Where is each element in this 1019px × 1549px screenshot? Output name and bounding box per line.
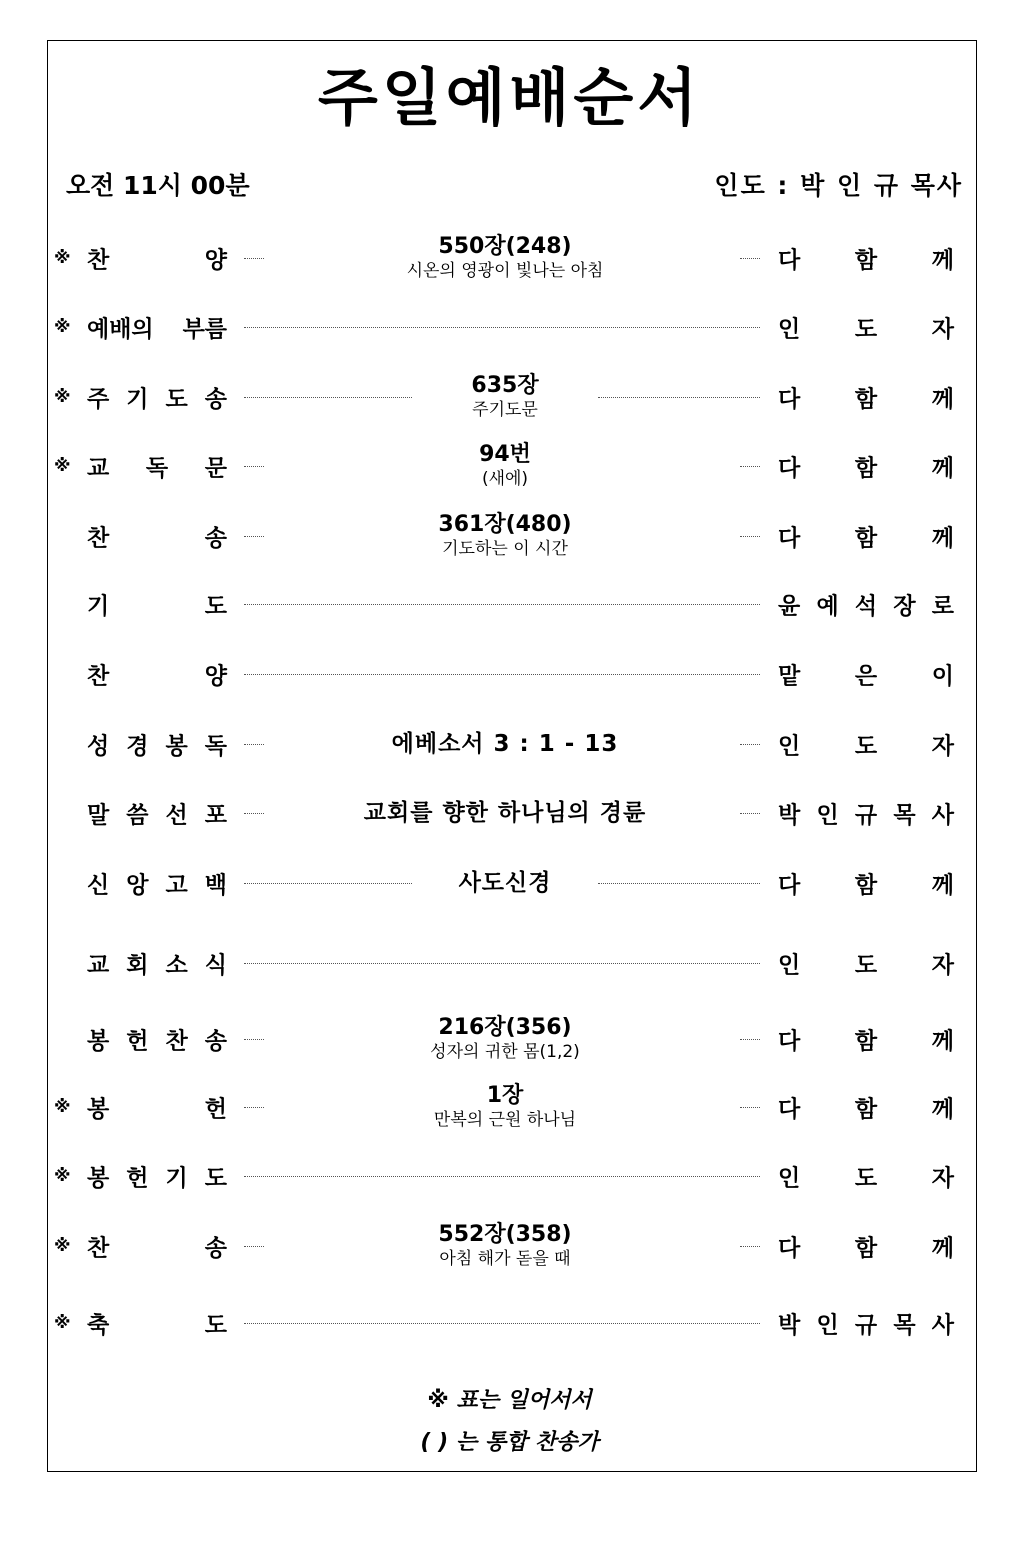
detail-main: 635장 [471, 373, 539, 398]
order-item-person: 다 함 께 [778, 525, 954, 552]
detail-sub: 시온의 영광이 빛나는 아침 [406, 261, 604, 281]
standing-mark: ※ [54, 1097, 71, 1117]
order-row [0, 1146, 1019, 1206]
dotted-leader [740, 744, 760, 745]
dotted-leader [740, 1107, 760, 1108]
dotted-leader [244, 883, 412, 884]
order-item-label: 성 경 봉 독 [87, 733, 227, 760]
order-item-label: 봉 헌 찬 송 [87, 1028, 227, 1055]
order-item-person: 다 함 께 [778, 386, 954, 413]
dotted-leader [598, 883, 760, 884]
order-row [0, 1009, 1019, 1069]
order-item-person: 다 함 께 [778, 1096, 954, 1123]
order-item-detail [280, 442, 730, 490]
order-item-label: 찬 송 [87, 1235, 227, 1262]
order-item-label: 신 앙 고 백 [87, 872, 227, 899]
dotted-leader [244, 1176, 760, 1177]
dotted-leader [740, 1246, 760, 1247]
order-item-person: 인 도 자 [778, 733, 954, 760]
order-item-label: 봉 헌 기 도 [87, 1165, 227, 1192]
order-item-label: 기 도 [87, 593, 227, 620]
order-item-person: 다 함 께 [778, 455, 954, 482]
order-item-person: 윤 예 석 장 로 [778, 593, 954, 620]
order-item-detail [280, 1015, 730, 1063]
order-item-label: 주 기 도 송 [87, 386, 227, 413]
order-item-detail [280, 1083, 730, 1131]
dotted-leader [244, 397, 412, 398]
order-item-label: 교 독 문 [87, 455, 227, 482]
standing-mark: ※ [54, 1166, 71, 1186]
note-standing: ※ 표는 일어서서 [427, 1388, 592, 1413]
standing-mark: ※ [54, 1236, 71, 1256]
dotted-leader [244, 604, 760, 605]
order-row [0, 574, 1019, 634]
order-item-person: 맡 은 이 [778, 663, 954, 690]
dotted-leader [598, 397, 760, 398]
order-row [0, 644, 1019, 704]
dotted-leader [740, 466, 760, 467]
detail-main: 사도신경 [458, 870, 552, 896]
detail-sub: 아침 해가 돋을 때 [439, 1249, 571, 1269]
order-row [0, 714, 1019, 774]
order-item-label: 찬 송 [87, 525, 227, 552]
order-item-person: 다 함 께 [778, 1235, 954, 1262]
dotted-leader [244, 813, 264, 814]
dotted-leader [740, 1039, 760, 1040]
standing-mark: ※ [54, 387, 71, 407]
order-item-detail [280, 798, 730, 828]
dotted-leader [740, 536, 760, 537]
standing-mark: ※ [54, 248, 71, 268]
dotted-leader [244, 674, 760, 675]
note-hymnal: ( ) 는 통합 찬송가 [420, 1430, 599, 1455]
order-item-label: 찬 양 [87, 247, 227, 274]
page-title: 주일예배순서 [317, 61, 702, 134]
order-item-label: 찬 양 [87, 663, 227, 690]
detail-main: 교회를 향한 하나님의 경륜 [363, 800, 647, 826]
detail-main: 에베소서 3 : 1 - 13 [391, 731, 619, 757]
order-row [0, 933, 1019, 993]
detail-sub: 기도하는 이 시간 [442, 539, 568, 559]
order-item-detail [280, 234, 730, 282]
order-item-person: 인 도 자 [778, 1165, 954, 1192]
dotted-leader [244, 1323, 760, 1324]
order-row [0, 436, 1019, 496]
detail-main: 550장(248) [438, 234, 572, 259]
order-row [0, 1293, 1019, 1353]
detail-main: 552장(358) [438, 1222, 572, 1247]
detail-sub: 주기도문 [472, 400, 538, 420]
dotted-leader [244, 1246, 264, 1247]
standing-mark: ※ [54, 456, 71, 476]
standing-mark: ※ [54, 317, 71, 337]
order-item-person: 다 함 께 [778, 247, 954, 274]
detail-main: 216장(356) [438, 1015, 572, 1040]
service-time: 오전 11시 00분 [66, 171, 250, 200]
detail-main: 1장 [486, 1083, 524, 1108]
order-item-label: 축 도 [87, 1312, 227, 1339]
order-item-person: 박 인 규 목 사 [778, 1312, 954, 1339]
detail-sub: 만복의 근원 하나님 [433, 1110, 577, 1130]
order-row [0, 1077, 1019, 1137]
dotted-leader [244, 1039, 264, 1040]
dotted-leader [244, 536, 264, 537]
dotted-leader [244, 963, 760, 964]
dotted-leader [244, 1107, 264, 1108]
order-item-label: 교 회 소 식 [87, 952, 227, 979]
dotted-leader [740, 813, 760, 814]
detail-main: 94번 [479, 442, 531, 467]
order-item-person: 인 도 자 [778, 952, 954, 979]
order-item-label: 예배의 부름 [87, 316, 227, 343]
service-leader: 인도 : 박 인 규 목사 [714, 171, 963, 200]
order-row [0, 783, 1019, 843]
order-item-person: 다 함 께 [778, 872, 954, 899]
order-item-detail [280, 1222, 730, 1270]
order-item-person: 다 함 께 [778, 1028, 954, 1055]
detail-main: 361장(480) [438, 512, 572, 537]
order-row [0, 367, 1019, 427]
order-item-label: 말 씀 선 포 [87, 802, 227, 829]
order-item-person: 박 인 규 목 사 [778, 802, 954, 829]
order-item-person: 인 도 자 [778, 316, 954, 343]
order-row [0, 228, 1019, 288]
standing-mark: ※ [54, 1313, 71, 1333]
order-row [0, 1216, 1019, 1276]
dotted-leader [740, 258, 760, 259]
dotted-leader [244, 327, 760, 328]
order-row [0, 506, 1019, 566]
order-row [0, 297, 1019, 357]
dotted-leader [244, 258, 264, 259]
order-row [0, 853, 1019, 913]
dotted-leader [244, 466, 264, 467]
detail-sub: (새에) [481, 469, 529, 489]
order-item-detail [280, 512, 730, 560]
detail-sub: 성자의 귀한 몸(1,2) [430, 1042, 580, 1062]
dotted-leader [244, 744, 264, 745]
order-item-detail [280, 729, 730, 759]
order-item-label: 봉 헌 [87, 1096, 227, 1123]
